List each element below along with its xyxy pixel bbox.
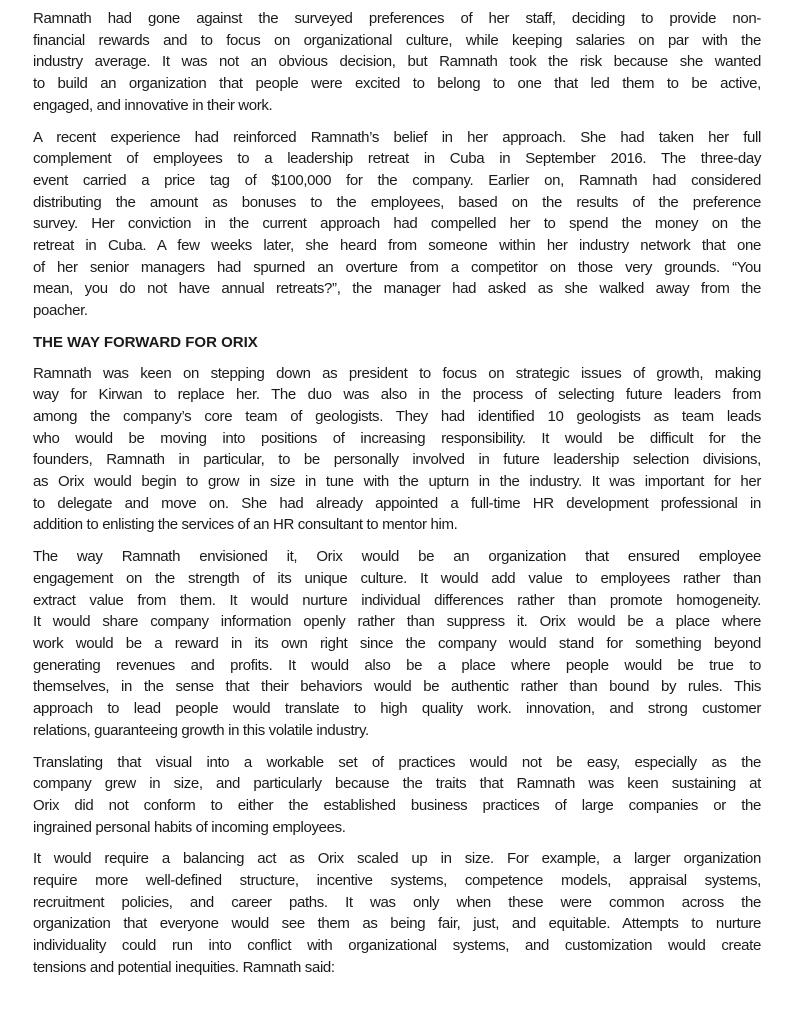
text-line: to build an organization that people were excited to belong to one that led them to be active, — [33, 75, 761, 93]
text-line: A recent experience had reinforced Ramnath’s belief in her approach. She had taken her full — [33, 128, 761, 146]
paragraph — [33, 363, 761, 537]
paragraph — [33, 8, 761, 117]
text-line: It would require a balancing act as Orix scaled up in size. For example, a larger organization — [33, 850, 761, 868]
text-line: ingrained personal habits of incoming employees. — [33, 818, 346, 836]
text-line: engagement on the strength of its unique culture. It would add value to employees rather than — [33, 569, 761, 587]
paragraph — [33, 127, 761, 322]
text-line: engaged, and innovative in their work. — [33, 96, 273, 114]
text-line: relations, guaranteeing growth in this volatile industry. — [33, 721, 369, 739]
text-line: among the company’s core team of geologists. They had identified 10 geologists as team leads — [33, 407, 761, 425]
text-line: organization that everyone would see them as being fair, just, and equitable. Attempts to nurture — [33, 915, 761, 933]
text-line: of her senior managers had spurned an overture from a competitor on those very grounds. “You — [33, 258, 761, 276]
text-line: require more well-defined structure, incentive systems, competence models, appraisal systems, — [33, 872, 761, 890]
section-heading: THE WAY FORWARD FOR ORIX — [33, 333, 258, 351]
text-line: recruitment policies, and career paths. It was only when these were common across the — [33, 893, 761, 911]
text-line: distributing the amount as bonuses to the employees, based on the results of the preference — [33, 193, 761, 211]
text-line: industry average. It was not an obvious decision, but Ramnath took the risk because she wanted — [33, 53, 761, 71]
text-line: It would share company information openly rather than suppress it. Orix would be a place where — [33, 613, 761, 631]
text-line: The way Ramnath envisioned it, Orix would be an organization that ensured employee — [33, 548, 761, 566]
body-text-before-heading — [33, 8, 761, 322]
text-line: mean, you do not have annual retreats?”, the manager had asked as she walked away from the — [33, 280, 761, 298]
text-line: as Orix would begin to grow in size in tune with the upturn in the industry. It was important for her — [33, 473, 761, 491]
text-line: retreat in Cuba. A few weeks later, she heard from someone within her industry network that one — [33, 237, 761, 255]
text-line: work would be a reward in its own right since the company would stand for something beyond — [33, 634, 761, 652]
text-line: extract value from them. It would nurture individual differences rather than promote homogeneity. — [33, 591, 761, 609]
text-line: approach to lead people would translate to high quality work. innovation, and strong customer — [33, 700, 761, 718]
text-line: complement of employees to a leadership retreat in Cuba in September 2016. The three-day — [33, 150, 761, 168]
text-line: addition to enlisting the services of an HR consultant to mentor him. — [33, 516, 458, 534]
text-line: poacher. — [33, 302, 88, 320]
body-text-after-heading — [33, 363, 761, 979]
text-line: themselves, in the sense that their behaviors would be authentic rather than bound by rules. This — [33, 678, 761, 696]
text-line: tensions and potential inequities. Ramnath said: — [33, 958, 335, 976]
text-line: event carried a price tag of $100,000 for the company. Earlier on, Ramnath had considered — [33, 171, 761, 189]
text-line: who would be moving into positions of increasing responsibility. It would be difficult for the — [33, 429, 761, 447]
text-line: survey. Her conviction in the current approach had compelled her to spend the money on the — [33, 215, 761, 233]
text-line: financial rewards and to focus on organizational culture, while keeping salaries on par with the — [33, 31, 761, 49]
text-line: company grew in size, and particularly because the traits that Ramnath was keen sustaining at — [33, 775, 761, 793]
paragraph — [33, 848, 761, 978]
paragraph — [33, 752, 761, 839]
document-page — [33, 8, 761, 989]
paragraph — [33, 546, 761, 741]
text-line: generating revenues and profits. It would also be a place where people would be true to — [33, 656, 761, 674]
text-line: founders, Ramnath in particular, to be personally involved in future leadership selection divisions, — [33, 451, 761, 469]
text-line: Orix did not conform to either the established business practices of large companies or the — [33, 796, 761, 814]
text-line: Ramnath had gone against the surveyed preferences of her staff, deciding to provide non- — [33, 10, 761, 27]
text-line: to delegate and move on. She had already appointed a full-time HR development professional in — [33, 494, 761, 512]
text-line: Translating that visual into a workable set of practices would not be easy, especially as the — [33, 753, 761, 771]
text-line: way for Kirwan to replace her. The duo was also in the process of selecting future leaders from — [33, 386, 761, 404]
text-line: Ramnath was keen on stepping down as president to focus on strategic issues of growth, making — [33, 364, 761, 382]
text-line: individuality could run into conflict with organizational systems, and customization would create — [33, 937, 761, 955]
